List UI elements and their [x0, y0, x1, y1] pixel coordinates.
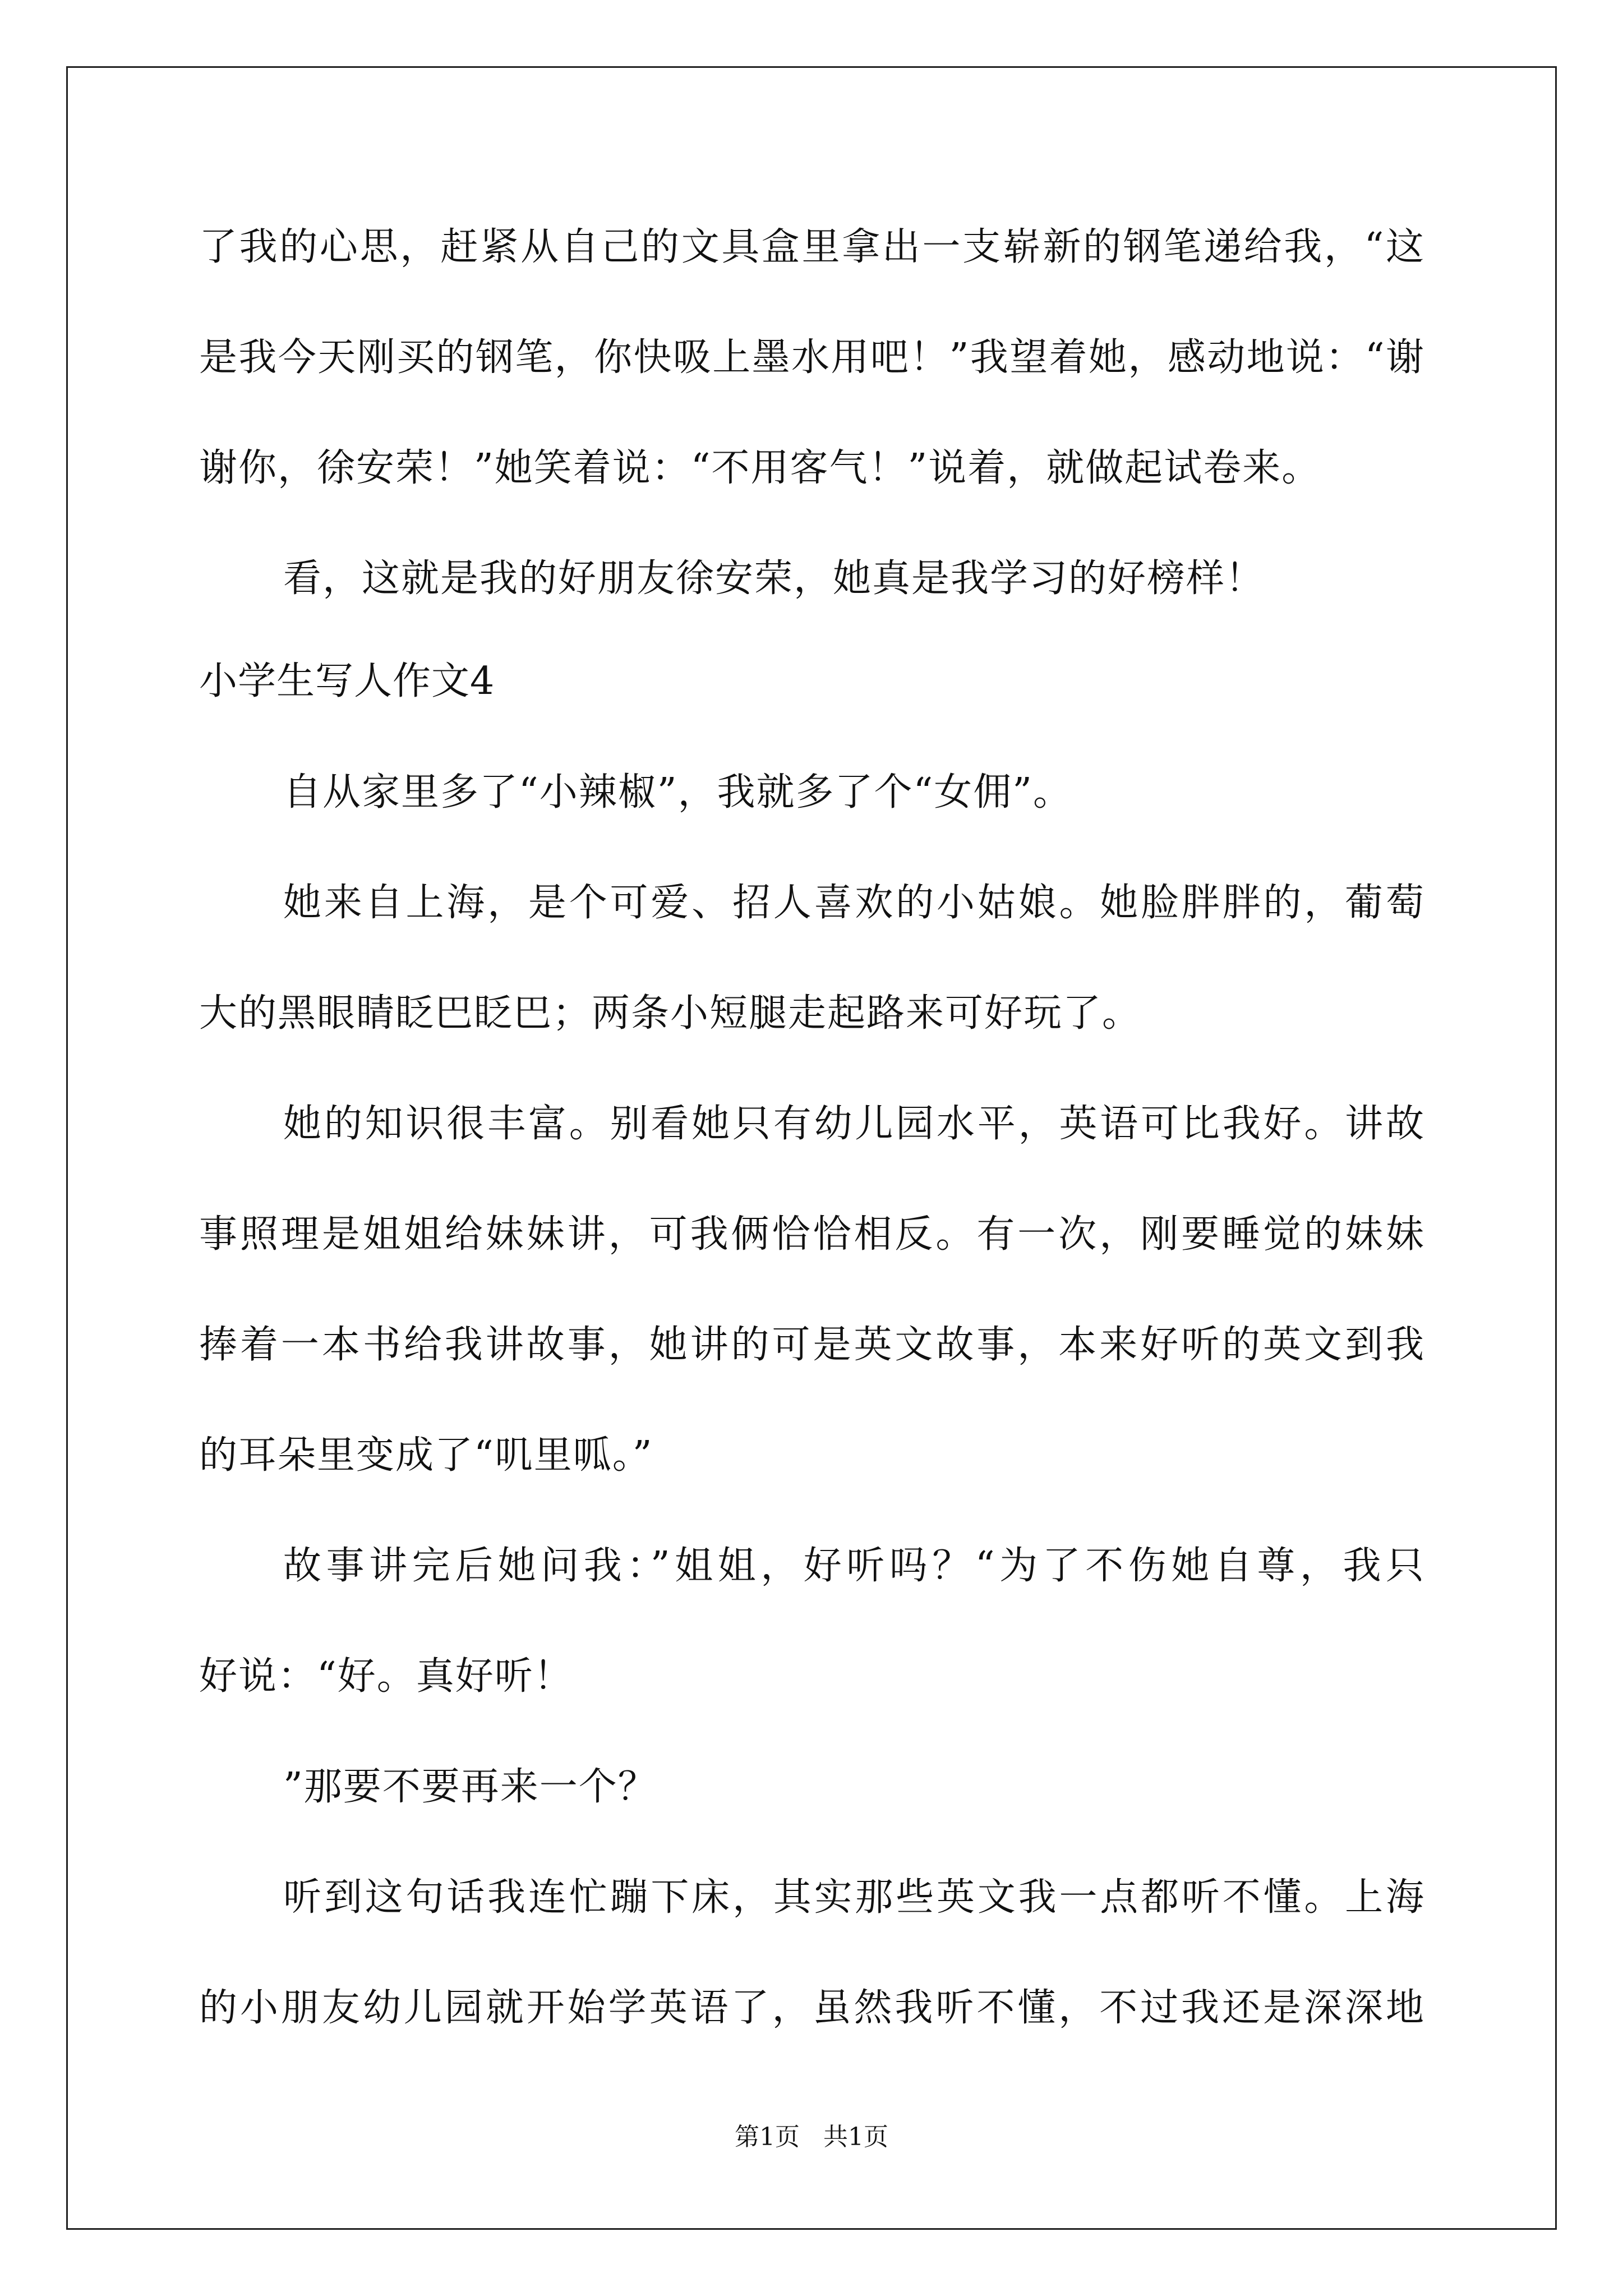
text-line: 听到这句话我连忙蹦下床，其实那些英文我一点都听不懂。上海: [283, 1875, 1425, 1920]
text-line: 的耳朵里变成了“叽里呱。”: [199, 1433, 653, 1478]
text-line: 好说：“好。真好听！: [199, 1654, 573, 1699]
text-line: 看，这就是我的好朋友徐安荣，她真是我学习的好榜样！: [283, 556, 1265, 601]
text-line: 她的知识很丰富。别看她只有幼儿园水平，英语可比我好。讲故: [283, 1102, 1425, 1146]
text-line: 故事讲完后她问我：”姐姐，好听吗？“为了不伤她自尊，我只: [283, 1544, 1425, 1588]
text-line: 是我今天刚买的钢笔，你快吸上墨水用吧！”我望着她，感动地说：“谢: [199, 335, 1425, 380]
text-line: 自从家里多了“小辣椒”，我就多了个“女佣”。: [283, 770, 1073, 815]
text-line: 谢你，徐安荣！”她笑着说：“不用客气！”说着，就做起试卷来。: [199, 446, 1321, 490]
page-footer: 第1页 共1页: [735, 2123, 888, 2151]
text-line: 捧着一本书给我讲故事，她讲的可是英文故事，本来好听的英文到我: [199, 1323, 1425, 1367]
text-line: ”那要不要再来一个？: [283, 1765, 657, 1809]
text-line: 的小朋友幼儿园就开始学英语了，虽然我听不懂，不过我还是深深地: [199, 1986, 1425, 2030]
text-line: 了我的心思，赶紧从自己的文具盒里拿出一支崭新的钢笔递给我，“这: [199, 225, 1425, 269]
text-line: 事照理是姐姐给妹妹讲，可我俩恰恰相反。有一次，刚要睡觉的妹妹: [199, 1212, 1425, 1257]
section-heading: 小学生写人作文4: [199, 659, 495, 703]
text-line: 她来自上海，是个可爱、招人喜欢的小姑娘。她脸胖胖的，葡萄: [283, 881, 1425, 925]
text-line: 大的黑眼睛眨巴眨巴；两条小短腿走起路来可好玩了。: [199, 991, 1142, 1036]
